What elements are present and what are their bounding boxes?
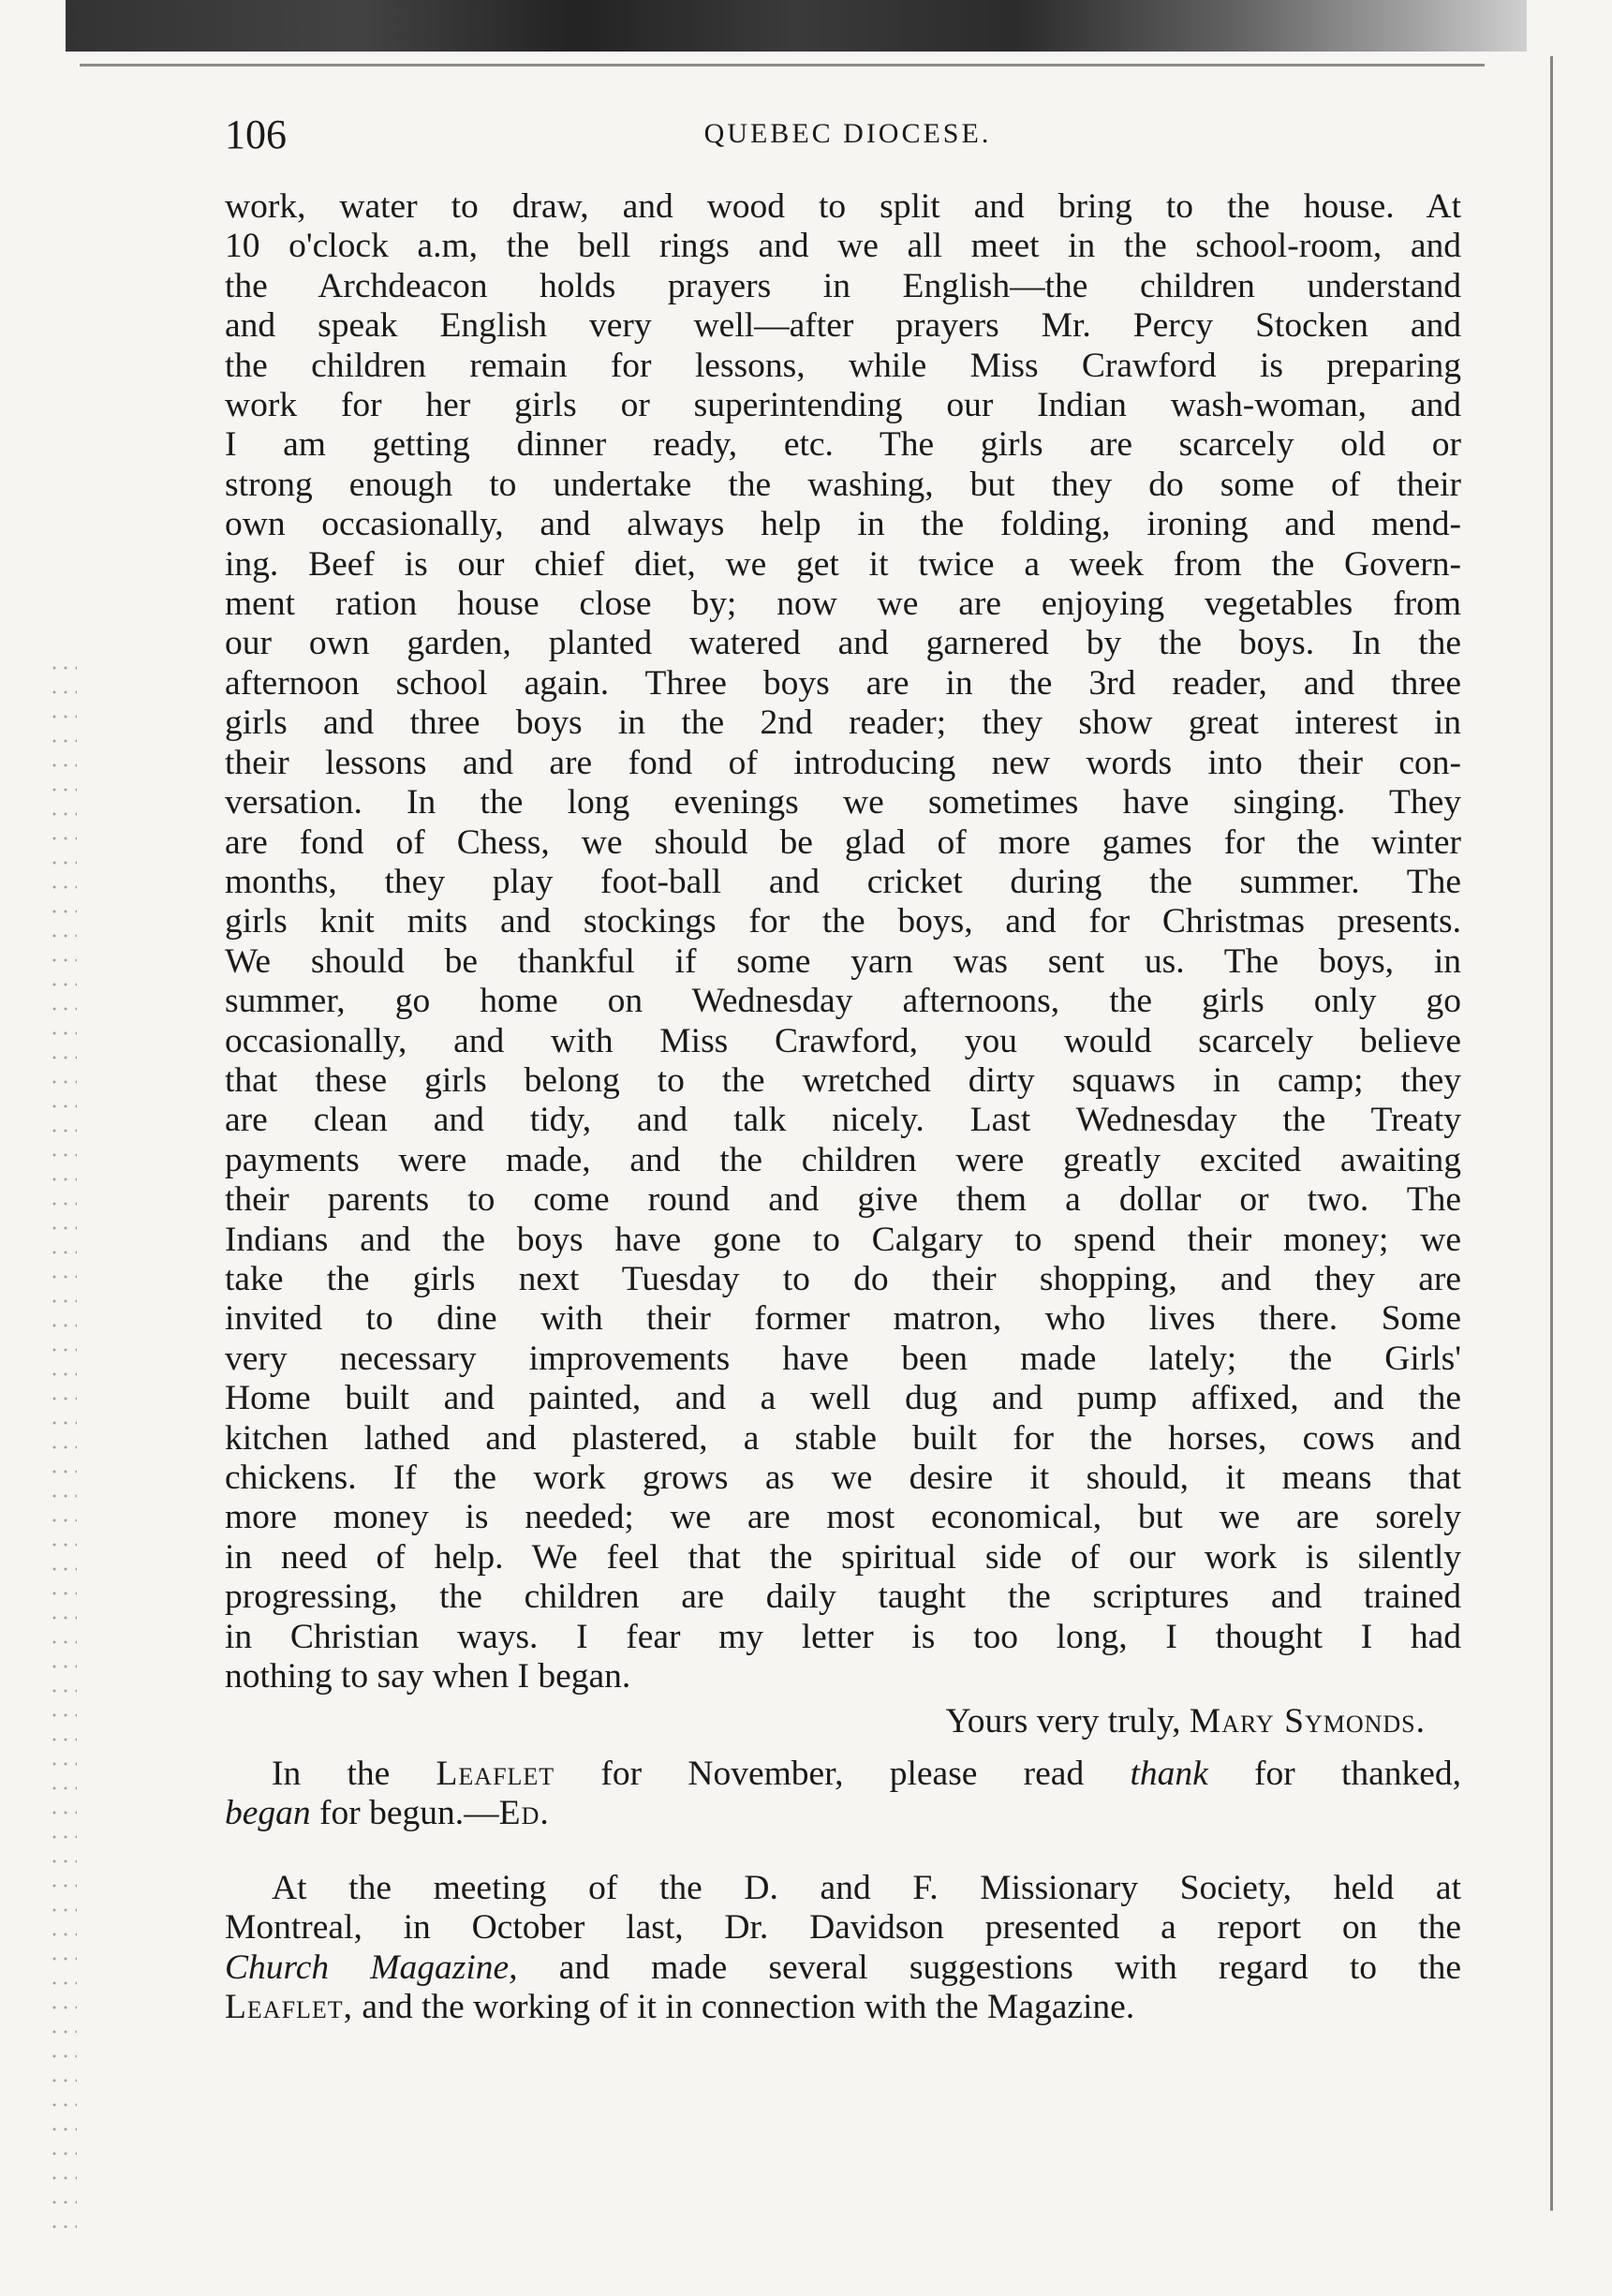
letter-line: 10 o'clock a.m, the bell rings and we all meet in the school-room, and [225, 227, 1461, 266]
letter-line: our own garden, planted watered and garnered by the boys. In the [225, 624, 1461, 663]
letter-line: Home built and painted, and a well dug and pump affixed, and the [225, 1379, 1461, 1418]
letter-line: summer, go home on Wednesday afternoons, the girls only go [225, 982, 1461, 1021]
letter-line: invited to dine with their former matron, who lives there. Some [225, 1299, 1461, 1339]
scan-right-edge [1550, 56, 1570, 2211]
letter-line: versation. In the long evenings we sometimes have singing. They [225, 783, 1461, 822]
letter-line: work, water to draw, and wood to split and bring to the house. At [225, 187, 1461, 226]
letter-line: ing. Beef is our chief diet, we get it twice a week from the Govern- [225, 544, 1461, 584]
leaflet-title: Leaflet [436, 1755, 555, 1793]
signoff-prefix: Yours very truly, [945, 1702, 1181, 1741]
letter-line: very necessary improvements have been made lately; the Girls' [225, 1339, 1461, 1378]
letter-line: girls and three boys in the 2nd reader; they show great interest in [225, 704, 1461, 743]
letter-line: and speak English very well—after prayers Mr. Percy Stocken and [225, 306, 1461, 346]
letter-line: own occasionally, and always help in the folding, ironing and mend- [225, 505, 1461, 544]
running-title: QUEBEC DIOCESE. [703, 118, 992, 149]
letter-line: kitchen lathed and plastered, a stable built for the horses, cows and [225, 1418, 1461, 1458]
leaflet-title-2: Leaflet, [225, 1988, 354, 2027]
meeting-line-3: Church Magazine, and made several suggestions with regard to the [225, 1948, 1461, 1987]
page-header [225, 111, 1471, 163]
letter-line: nothing to say when I began. [225, 1657, 631, 1696]
letter-line: more money is needed; we are most economical, but we are sorely [225, 1498, 1461, 1537]
letter-line: in need of help. We feel that the spiritual side of our work is silently [225, 1537, 1461, 1577]
meeting-line-1: At the meeting of the D. and F. Missionary Society, held at [272, 1869, 1461, 1907]
church-magazine-title: Church Magazine, [225, 1948, 518, 1987]
scan-rule-line [80, 64, 1485, 67]
scan-left-margin-marks [49, 656, 77, 2248]
signoff-name: Mary Symonds. [1189, 1702, 1426, 1741]
letter-line: their parents to come round and give them a dollar or two. The [225, 1180, 1461, 1220]
page-number: 106 [225, 111, 287, 157]
letter-line: payments were made, and the children were greatly excited awaiting [225, 1140, 1461, 1179]
erratum-thank: thank [1130, 1755, 1208, 1793]
editor-signature: Ed. [498, 1794, 550, 1833]
letter-line: Indians and the boys have gone to Calgary to spend their money; we [225, 1220, 1461, 1259]
letter-line: afternoon school again. Three boys are in the 3rd reader, and three [225, 663, 1461, 703]
letter-line: are fond of Chess, we should be glad of more games for the winter [225, 822, 1461, 862]
letter-line: that these girls belong to the wretched dirty squaws in camp; they [225, 1060, 1461, 1100]
letter-line: take the girls next Tuesday to do their shopping, and they are [225, 1259, 1461, 1298]
letter-line: work for her girls or superintending our Indian wash-woman, and [225, 386, 1461, 425]
letter-line: their lessons and are fond of introducing new words into their con- [225, 743, 1461, 782]
letter-body [225, 187, 1461, 1696]
letter-line: in Christian ways. I fear my letter is too long, I thought I had [225, 1617, 1461, 1656]
scan-top-border [66, 0, 1527, 52]
erratum-began: began [225, 1794, 311, 1833]
erratum-line-2: began for begun.—Ed. [225, 1794, 550, 1833]
letter-line: chickens. If the work grows as we desire it should, it means that [225, 1459, 1461, 1497]
letter-line: I am getting dinner ready, etc. The girls are scarcely old or [225, 425, 1461, 465]
erratum-line-1: In the Leaflet for November, please read thank for thanked, [272, 1755, 1462, 1793]
letter-line: the children remain for lessons, while Miss Crawford is preparing [225, 346, 1461, 385]
letter-line: progressing, the children are daily taught the scriptures and trained [225, 1578, 1461, 1617]
letter-line: occasionally, and with Miss Crawford, you would scarcely believe [225, 1021, 1461, 1060]
letter-line: ment ration house close by; now we are enjoying vegetables from [225, 585, 1461, 624]
meeting-paragraph [225, 1869, 1461, 2028]
letter-line: the Archdeacon holds prayers in English—the children understand [225, 266, 1461, 305]
erratum-paragraph [225, 1755, 1461, 1834]
meeting-line-2: Montreal, in October last, Dr. Davidson presented a report on the [225, 1908, 1461, 1948]
letter-line: girls knit mits and stockings for the boys, and for Christmas presents. [225, 902, 1461, 941]
letter-line: are clean and tidy, and talk nicely. Last Wednesday the Treaty [225, 1101, 1461, 1140]
letter-signoff [225, 1702, 1426, 1741]
letter-line: strong enough to undertake the washing, but they do some of their [225, 465, 1461, 504]
letter-line: We should be thankful if some yarn was sent us. The boys, in [225, 941, 1461, 981]
meeting-line-4: Leaflet, and the working of it in connection with the Magazine. [225, 1988, 1135, 2027]
letter-line: months, they play foot-ball and cricket during the summer. The [225, 862, 1461, 901]
